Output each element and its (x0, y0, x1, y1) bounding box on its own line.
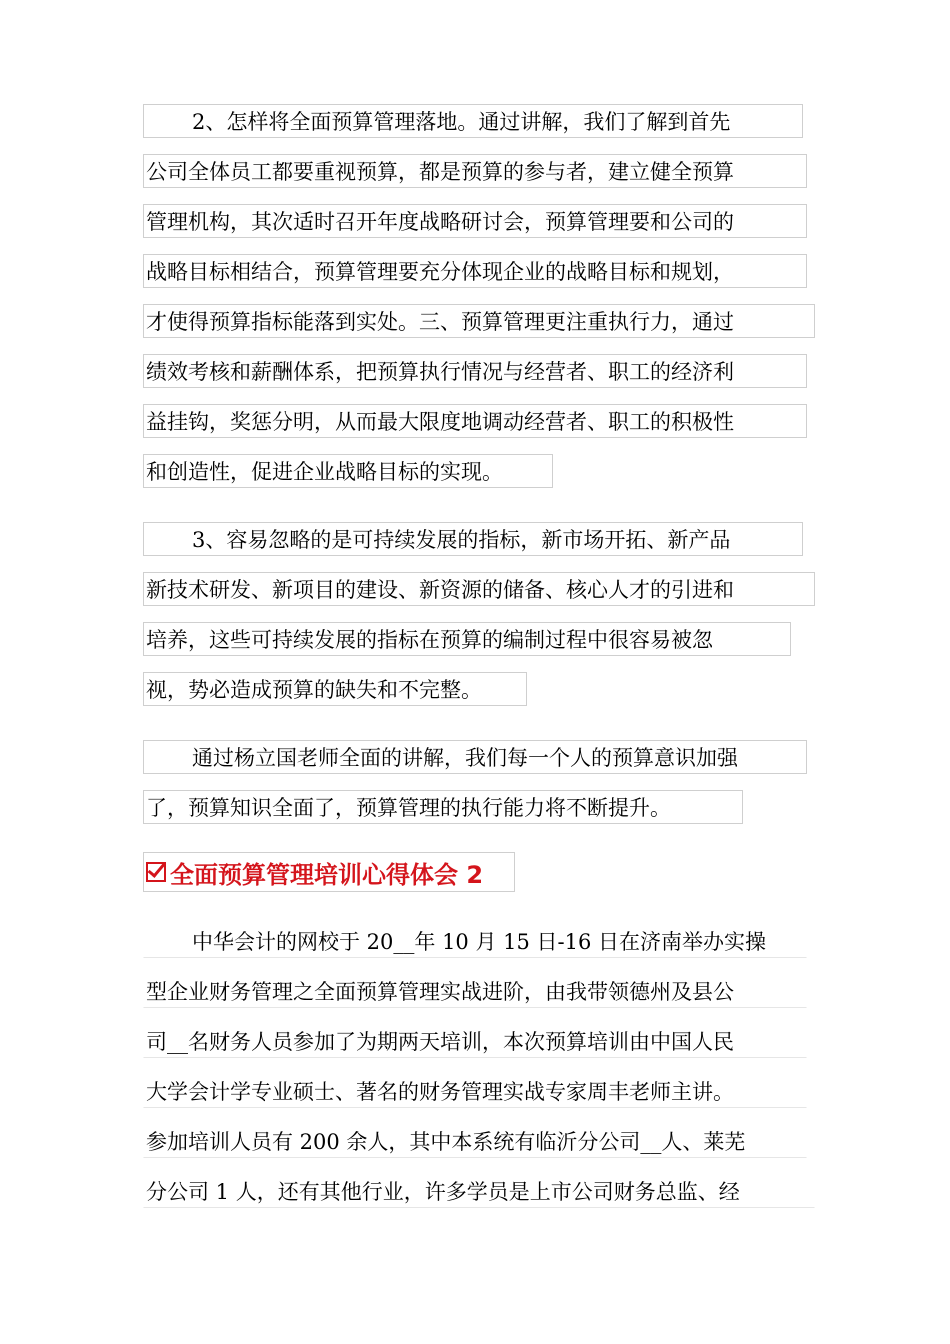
paragraph-line: 才使得预算指标能落到实处。三、预算管理更注重执行力，通过 (143, 304, 815, 338)
paragraph-line: 通过杨立国老师全面的讲解，我们每一个人的预算意识加强 (143, 740, 807, 774)
paragraph-line: 新技术研发、新项目的建设、新资源的储备、核心人才的引进和 (143, 572, 815, 606)
paragraph-line: 大学会计学专业硕士、著名的财务管理实战专家周丰老师主讲。 (143, 1074, 807, 1108)
paragraph-line: 中华会计的网校于 20__年 10 月 15 日-16 日在济南举办实操 (143, 924, 807, 958)
checkbox-icon (146, 862, 166, 882)
paragraph-line: 管理机构，其次适时召开年度战略研讨会，预算管理要和公司的 (143, 204, 807, 238)
section-heading (143, 852, 515, 892)
paragraph-line: 和创造性，促进企业战略目标的实现。 (143, 454, 553, 488)
paragraph-line: 战略目标相结合，预算管理要充分体现企业的战略目标和规划， (143, 254, 807, 288)
paragraph-line: 分公司 1 人，还有其他行业，许多学员是上市公司财务总监、经 (143, 1174, 815, 1208)
paragraph-line: 绩效考核和薪酬体系，把预算执行情况与经营者、职工的经济利 (143, 354, 807, 388)
paragraph-line: 培养，这些可持续发展的指标在预算的编制过程中很容易被忽 (143, 622, 791, 656)
paragraph-line: 2、怎样将全面预算管理落地。通过讲解，我们了解到首先 (143, 104, 803, 138)
paragraph-line: 公司全体员工都要重视预算，都是预算的参与者，建立健全预算 (143, 154, 807, 188)
paragraph-line: 视，势必造成预算的缺失和不完整。 (143, 672, 527, 706)
paragraph-line: 型企业财务管理之全面预算管理实战进阶，由我带领德州及县公 (143, 974, 807, 1008)
paragraph-line: 司__名财务人员参加了为期两天培训，本次预算培训由中国人民 (143, 1024, 807, 1058)
paragraph-line: 参加培训人员有 200 余人，其中本系统有临沂分公司__人、莱芜 (143, 1124, 807, 1158)
paragraph-line: 了，预算知识全面了，预算管理的执行能力将不断提升。 (143, 790, 743, 824)
section-heading-text: 全面预算管理培训心得体会 2 (170, 860, 484, 889)
paragraph-line: 3、容易忽略的是可持续发展的指标，新市场开拓、新产品 (143, 522, 803, 556)
paragraph-line: 益挂钩，奖惩分明，从而最大限度地调动经营者、职工的积极性 (143, 404, 807, 438)
